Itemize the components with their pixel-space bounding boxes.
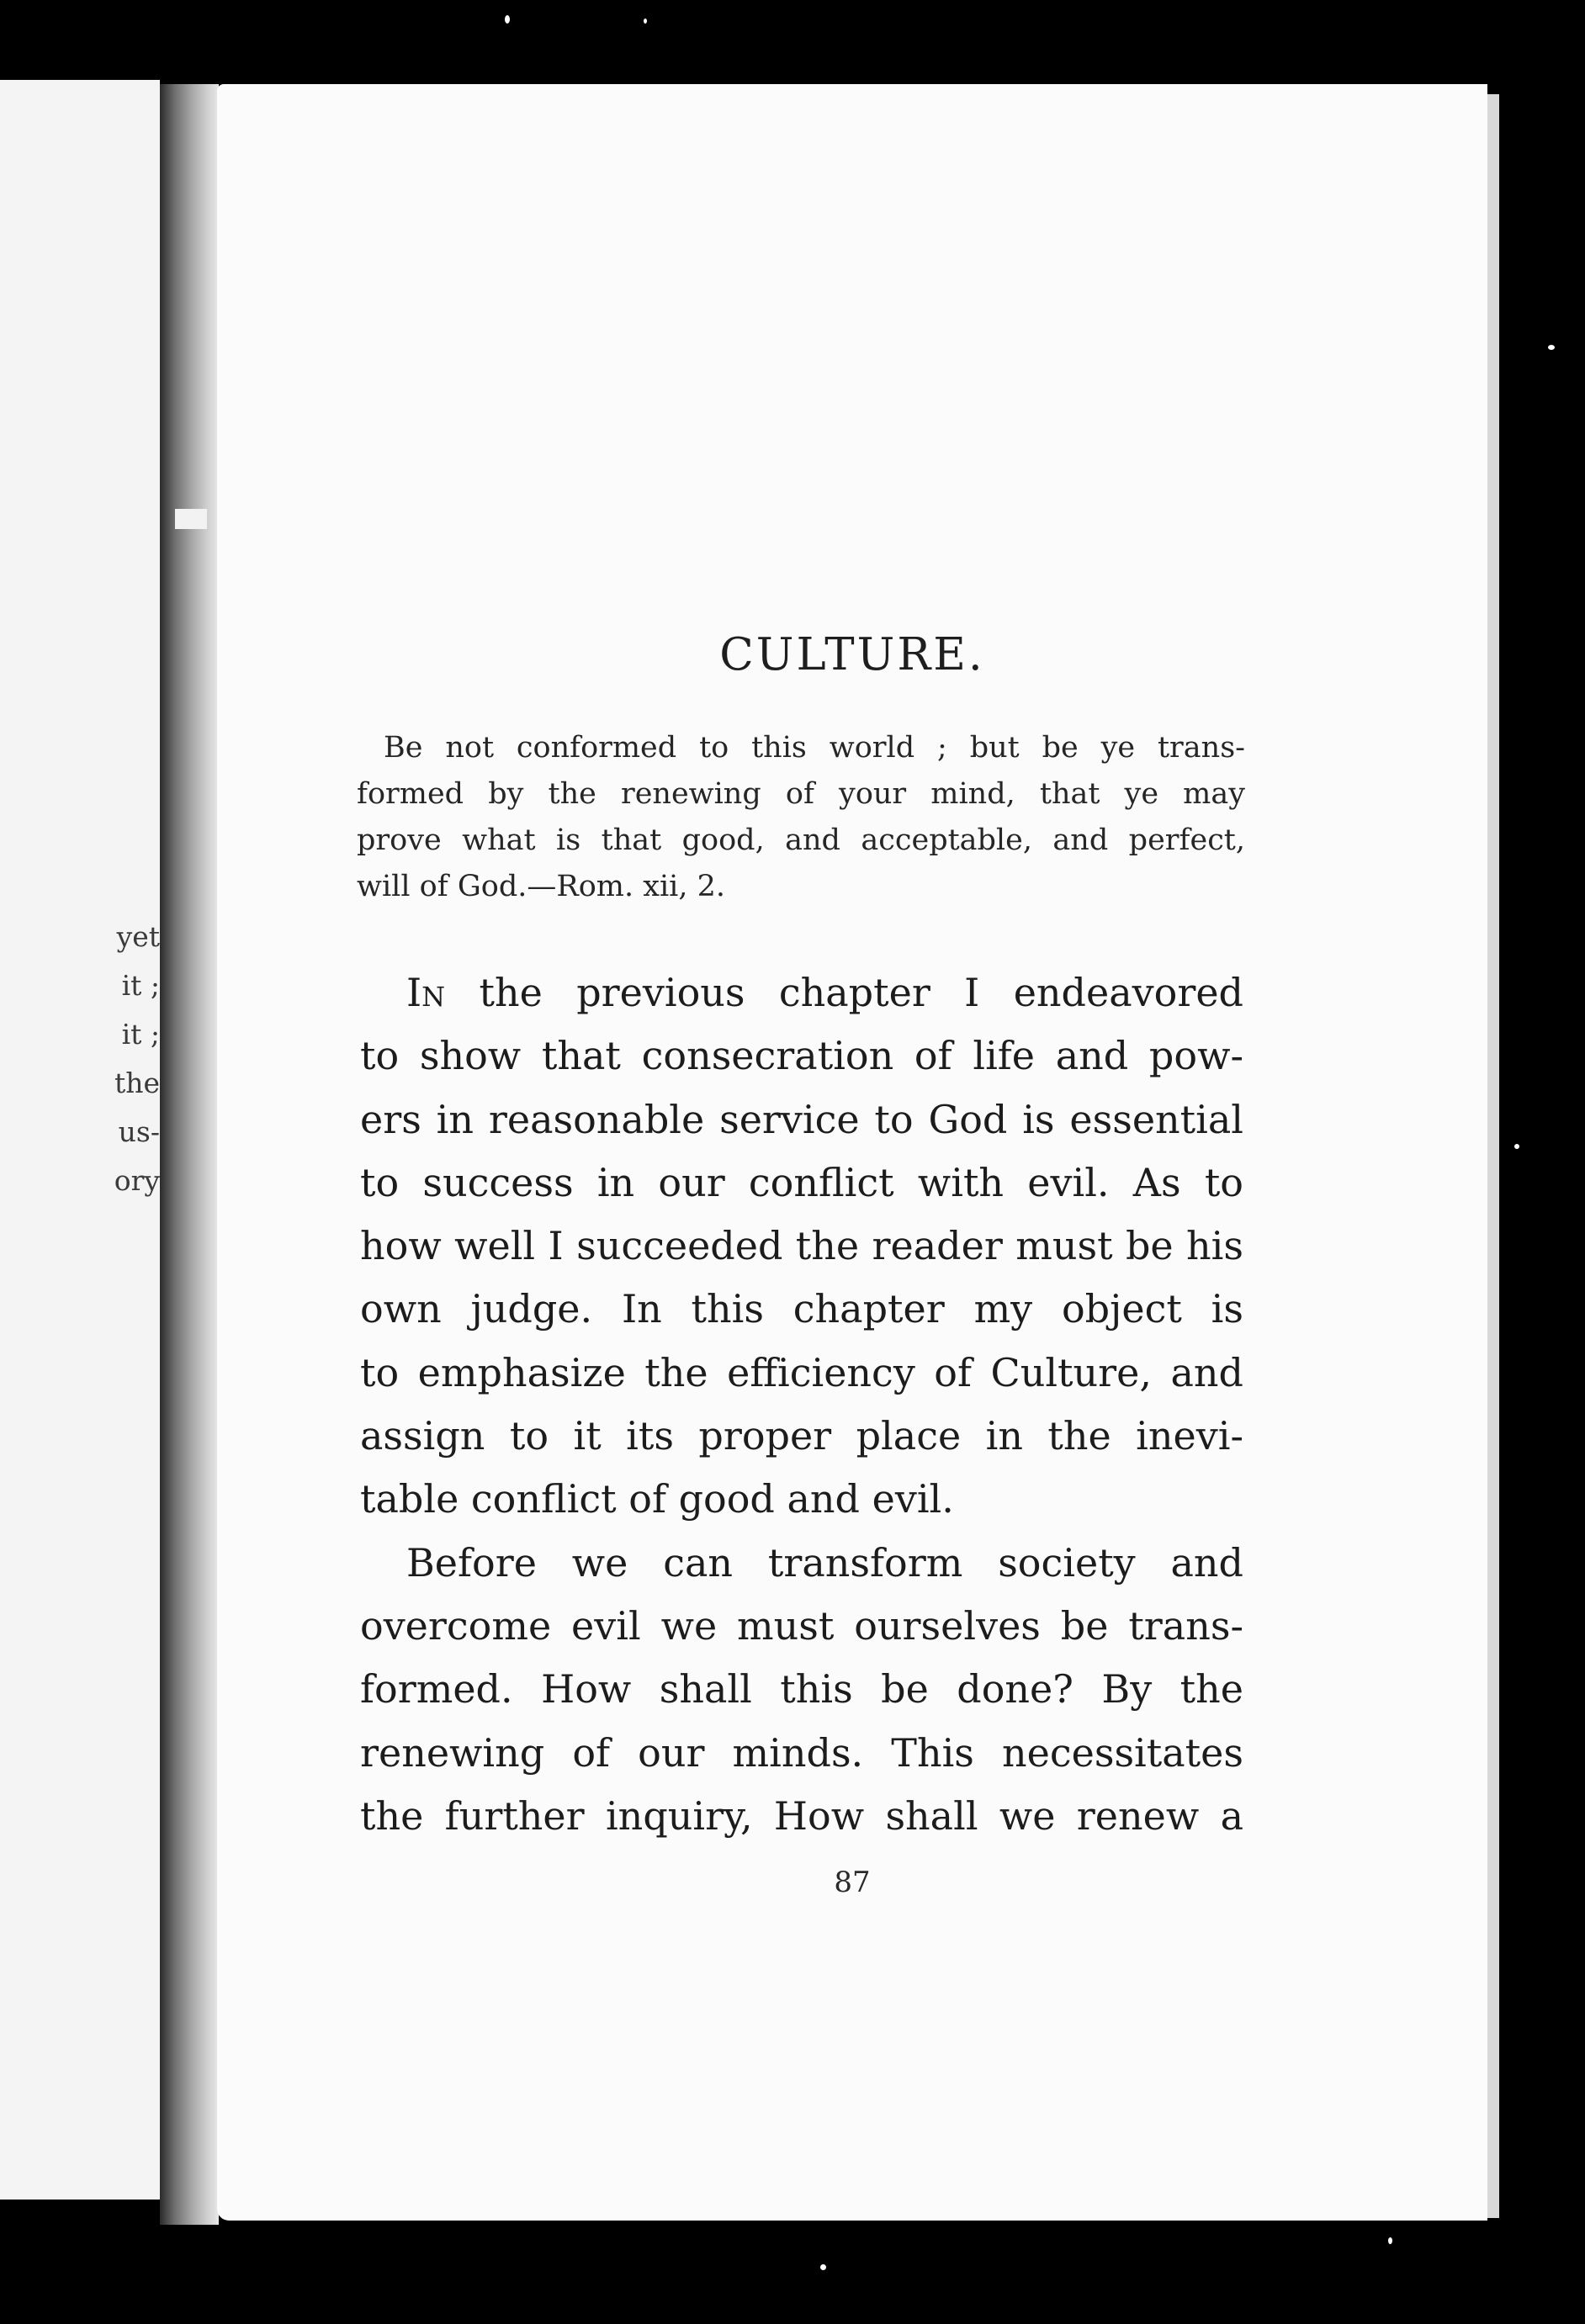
paragraph-1-line: ers in reasonable service to God is essential: [360, 1096, 1243, 1142]
gutter-mark: [175, 509, 207, 529]
page-number: 87: [834, 1866, 871, 1899]
paragraph-2-line: renewing of our minds. This necessitates: [360, 1729, 1243, 1776]
epigraph-line: Be not conformed to this world ; but be ye trans-: [384, 731, 1245, 765]
previous-page-line-end: it ;: [121, 1018, 160, 1051]
paragraph-2-line: formed. How shall this be done? By the: [360, 1666, 1243, 1713]
paragraph-1-line: how well I succeeded the reader must be his: [360, 1223, 1243, 1269]
scan-speck: [1548, 345, 1555, 350]
scan-speck: [505, 15, 510, 24]
paragraph-1-line: to show that consecration of life and pow-: [360, 1033, 1243, 1079]
epigraph-citation-line: will of God.—Rom. xii, 2.: [357, 870, 726, 903]
epigraph-line: prove what is that good, and acceptable, and perfect,: [357, 823, 1245, 857]
previous-page-fragment: [0, 80, 160, 2200]
paragraph-1-line: table conflict of good and evil.: [360, 1476, 954, 1522]
paragraph-1-line: In the previous chapter I endeavored: [406, 970, 1243, 1015]
scan-speck: [1514, 1144, 1519, 1149]
paragraph-1-line: assign to it its proper place in the inevi-: [360, 1413, 1243, 1459]
drop-lead-word: In: [406, 970, 446, 1015]
epigraph-line: formed by the renewing of your mind, that ye may: [357, 777, 1245, 811]
previous-page-line-end: ory: [114, 1164, 160, 1197]
scan-speck: [820, 2264, 826, 2270]
paragraph-2-line: overcome evil we must ourselves be trans-: [360, 1602, 1243, 1649]
previous-page-line-end: us-: [118, 1115, 160, 1148]
paragraph-2-line: Before we can transform society and: [406, 1539, 1243, 1586]
scan-speck: [644, 19, 647, 24]
body-text: [360, 961, 1243, 1848]
paragraph-1-line: to success in our conflict with evil. As to: [360, 1159, 1243, 1205]
page-edge: [1487, 94, 1499, 2218]
chapter-title: CULTURE.: [719, 629, 985, 680]
paragraph-2-line: the further inquiry, How shall we renew a: [360, 1792, 1243, 1839]
paragraph-1-line: own judge. In this chapter my object is: [360, 1286, 1243, 1332]
paragraph-1-line: to emphasize the efficiency of Culture, and: [360, 1349, 1243, 1395]
previous-page-line-end: the: [114, 1067, 160, 1099]
epigraph: [357, 725, 1245, 910]
previous-page-line-end: yet: [116, 920, 160, 953]
scan-speck: [1388, 2237, 1392, 2244]
previous-page-line-end: it ;: [121, 969, 160, 1002]
book-gutter: [160, 84, 219, 2225]
